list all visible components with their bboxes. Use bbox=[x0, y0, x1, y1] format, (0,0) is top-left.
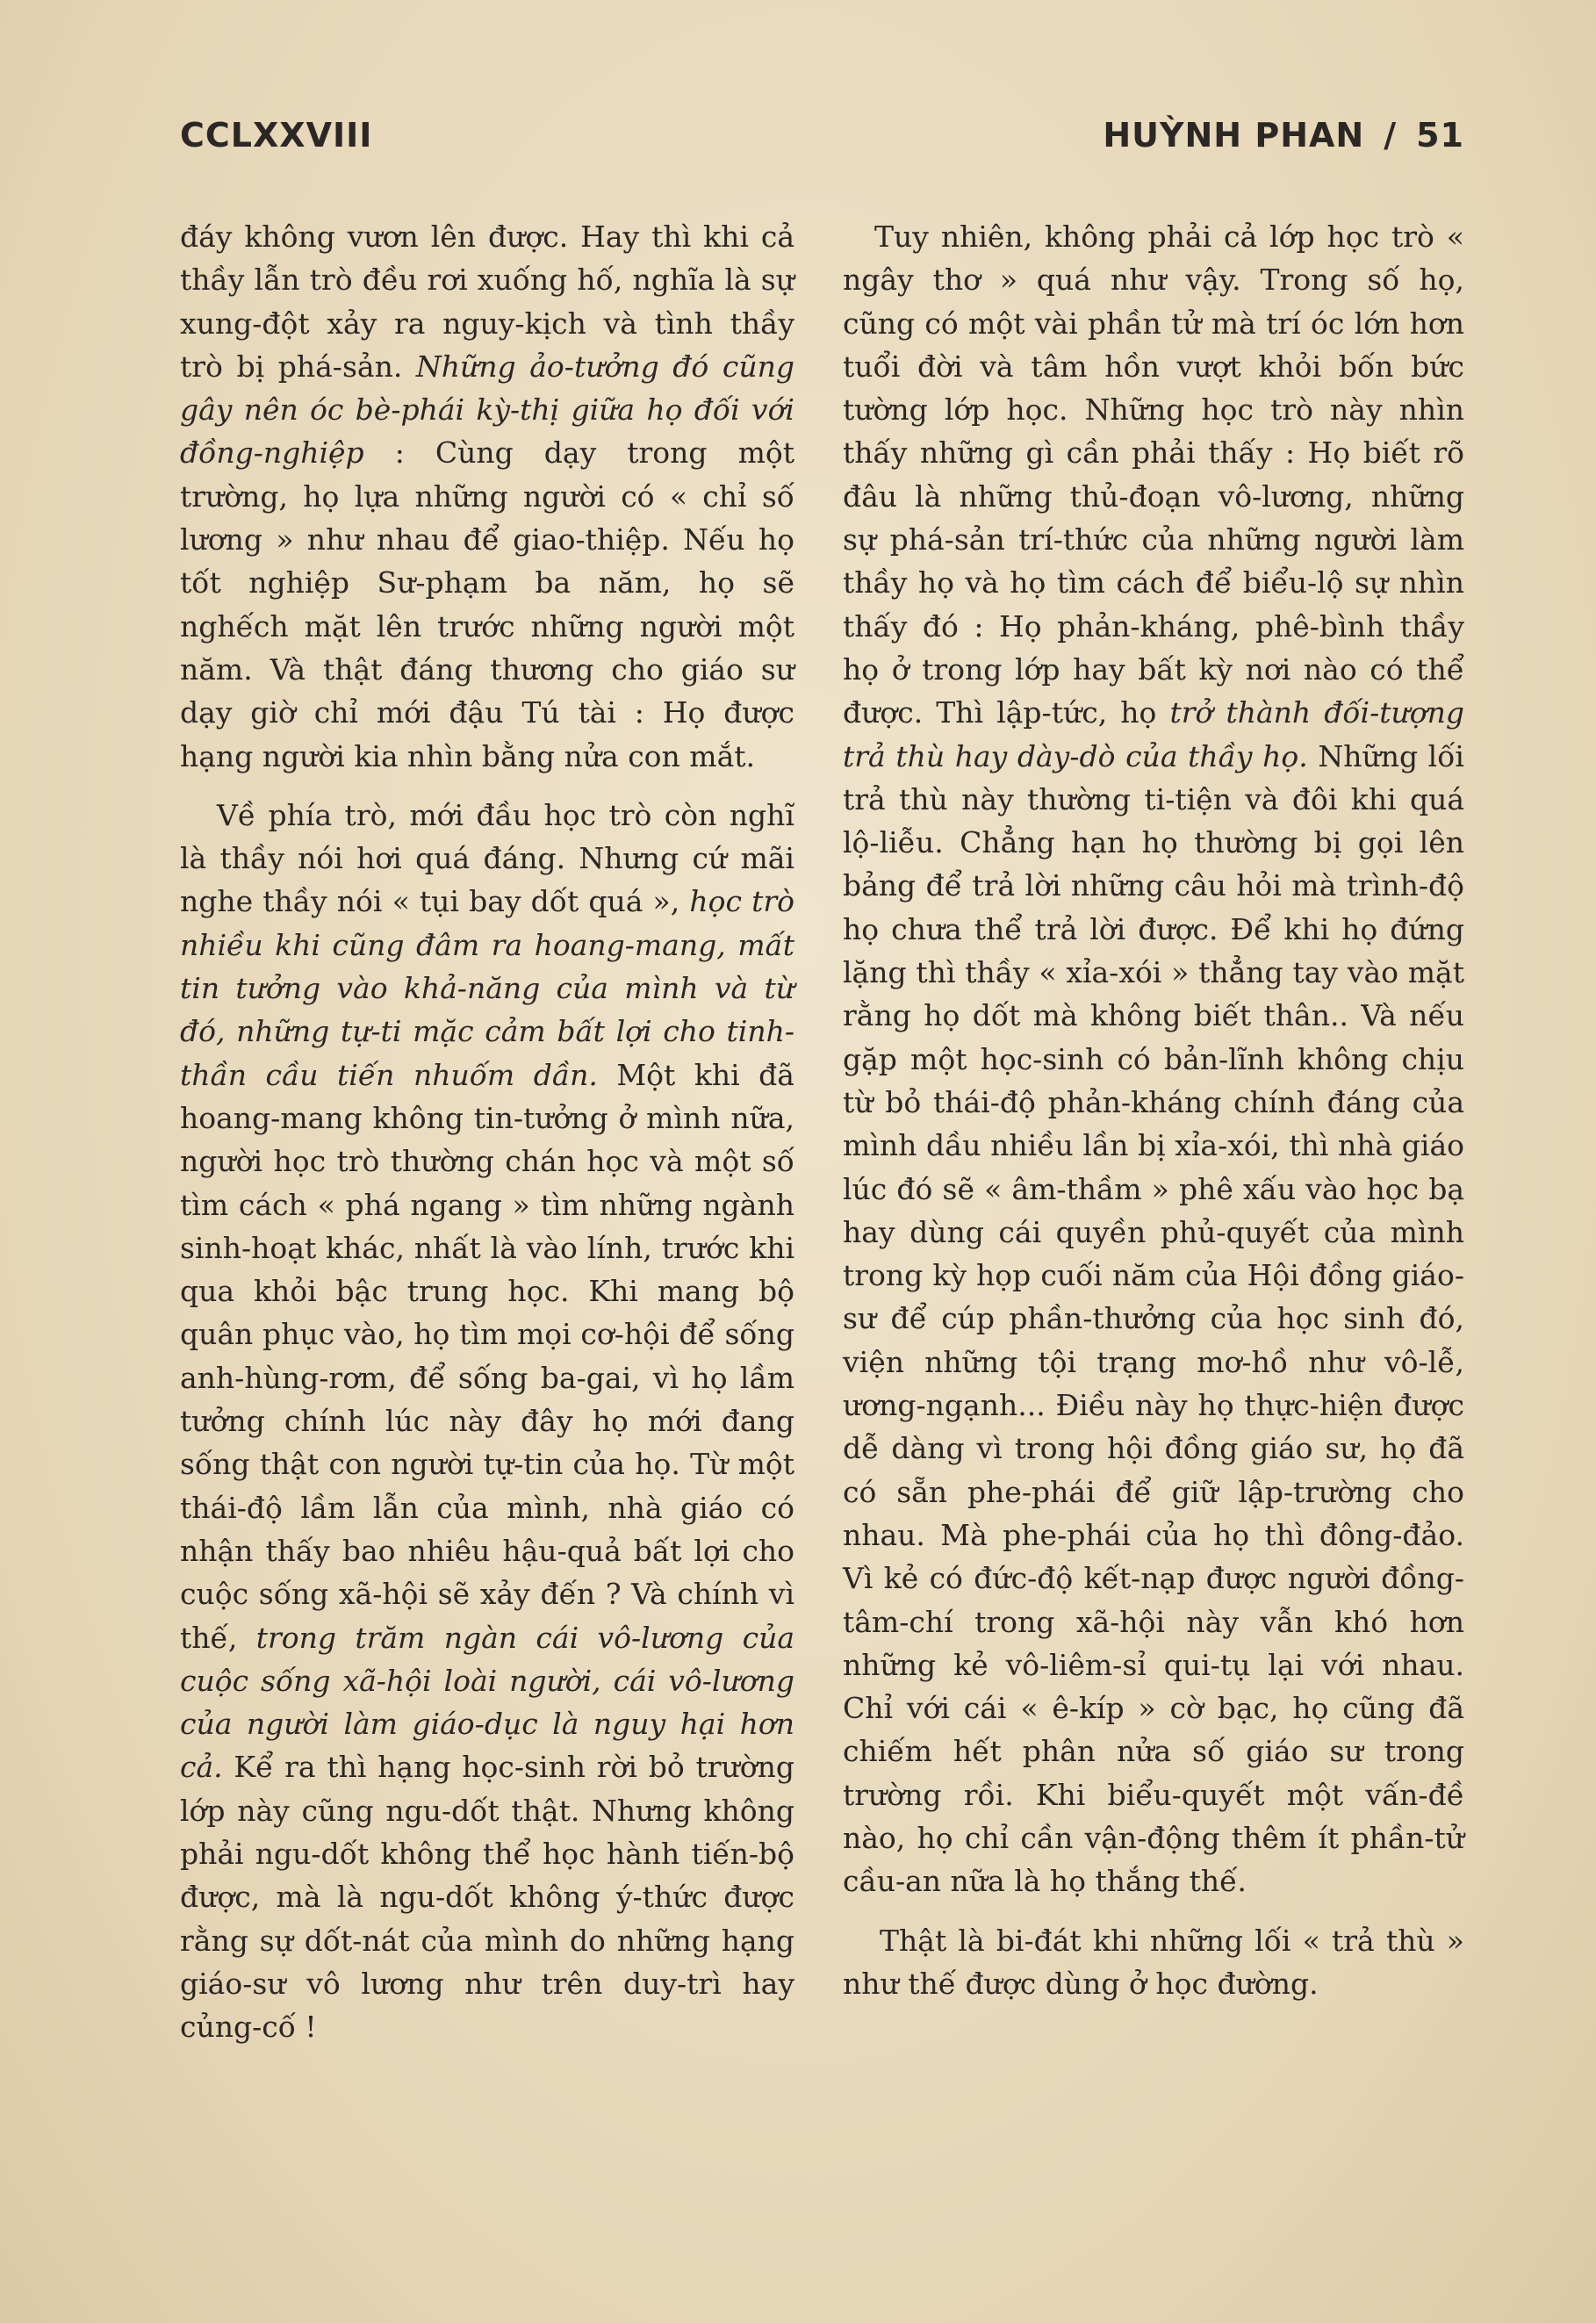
author-name: HUỲNH PHAN bbox=[1103, 116, 1365, 155]
text-run: đáy không vươn lên được. Hay thì khi cả thầy lẫn trò đều rơi xuống hố, nghĩa là sự xung-đột xảy ra nguy-kịch và tình thầy trò bị phá-sản. bbox=[180, 219, 794, 384]
text-run: Về phía trò, mới đầu học trò còn nghĩ là thầy nói hơi quá đáng. Nhưng cứ mãi nghe thầy nói « tụi bay dốt quá », bbox=[180, 797, 794, 919]
text-run: : Cùng dạy trong một trường, họ lựa những người có « chỉ số lương » như nhau để giao-thiệp. Nếu họ tốt nghiệp Sư-phạm ba năm, họ sẽ nghếch mặt lên trước những người một năm. Và thật đáng thương cho giáo sư dạy giờ chỉ mới đậu Tú tài : Họ được hạng người kia nhìn bằng nửa con mắt. bbox=[180, 435, 794, 773]
italic-text: trở thành đối-tượng trả thù hay dày-dò của thầy họ. bbox=[843, 695, 1465, 773]
left-column bbox=[180, 215, 794, 2048]
paragraph bbox=[180, 794, 794, 2049]
text-run: Tuy nhiên, không phải cả lớp học trò « ngây thơ » quá như vậy. Trong số họ, cũng có một vài phần tử mà trí óc lớn hơn tuổi đời và tâm hồn vượt khỏi bốn bức tường lớp học. Những học trò này nhìn thấy những gì cần phải thấy : Họ biết rõ đâu là những thủ-đoạn vô-lương, những sự phá-sản trí-thức của những người làm thầy họ và họ tìm cách để biểu-lộ sự nhìn thấy đó : Họ phản-kháng, phê-bình thầy họ ở trong lớp hay bất kỳ nơi nào có thể được. Thì lập-tức, họ bbox=[843, 219, 1464, 730]
paragraph bbox=[843, 215, 1464, 1903]
section-number: CCLXXVIII bbox=[180, 116, 373, 155]
italic-text: Những ảo-tưởng đó cũng gây nên óc bè-phái kỳ-thị giữa họ đối với đồng-nghiệp bbox=[180, 349, 794, 471]
text-run: Những lối trả thù này thường ti-tiện và đôi khi quá lộ-liễu. Chẳng hạn họ thường bị gọi lên bảng để trả lời những câu hỏi mà trình-độ họ chưa thể trả lời được. Để khi họ đứng lặng thì thầy « xỉa-xói » thẳng tay vào mặt rằng họ dốt mà không biết thân.. Và nếu gặp một học-sinh có bản-lĩnh không chịu từ bỏ thái-độ phản-kháng chính đáng của mình dầu nhiều lần bị xỉa-xói, thì nhà giáo lúc đó sẽ « âm-thầm » phê xấu vào học bạ hay dùng cái quyền phủ-quyết của mình trong kỳ họp cuối năm của Hội đồng giáo-sư để cúp phần-thưởng của học sinh đó, viện những tội trạng mơ-hồ như vô-lễ, ương-ngạnh... Điều này họ thực-hiện được dễ dàng vì trong hội đồng giáo sư, họ đã có sẵn phe-phái để giữ lập-trường cho nhau. Mà phe-phái của họ thì đông-đảo. Vì kẻ có đức-độ kết-nạp được người đồng-tâm-chí trong xã-hội này vẫn khó hơn những kẻ vô-liêm-sỉ qui-tụ lại với nhau. Chỉ với cái « ê-kíp » cờ bạc, họ cũng đã chiếm hết phân nửa số giáo sư trong trường rồi. Khi biểu-quyết một vấn-đề nào, họ chỉ cần vận-động thêm ít phần-tử cầu-an nữa là họ thắng thế. bbox=[843, 738, 1464, 1899]
running-header bbox=[180, 116, 1464, 169]
header-separator: / bbox=[1384, 116, 1398, 155]
italic-text: trong trăm ngàn cái vô-lương của cuộc sống xã-hội loài người, cái vô-lương của người làm giáo-dục là nguy hại hơn cả. bbox=[180, 1620, 795, 1785]
italic-text: học trò nhiều khi cũng đâm ra hoang-mang, mất tin tưởng vào khả-năng của mình và từ đó, những tự-ti mặc cảm bất lợi cho tinh-thần cầu tiến nhuốm dần. bbox=[180, 884, 794, 1092]
text-run: Kể ra thì hạng học-sinh rời bỏ trường lớp này cũng ngu-dốt thật. Nhưng không phải ngu-dốt không thể học hành tiến-bộ được, mà là ngu-dốt không ý-thức được rằng sự dốt-nát của mình do những hạng giáo-sư vô lương như trên duy-trì hay củng-cố ! bbox=[180, 1750, 794, 2045]
paragraph bbox=[843, 1919, 1464, 2006]
text-run: Một khi đã hoang-mang không tin-tưởng ở mình nữa, người học trò thường chán học và một số tìm cách « phá ngang » tìm những ngành sinh-hoạt khác, nhất là vào lính, trước khi qua khỏi bậc trung học. Khi mang bộ quân phục vào, họ tìm mọi cơ-hội để sống anh-hùng-rơm, để sống ba-gai, vì họ lầm tưởng chính lúc này đây họ mới đang sống thật con người tự-tin của họ. Từ một thái-độ lầm lẫn của mình, nhà giáo có nhận thấy bao nhiêu hậu-quả bất lợi cho cuộc sống xã-hội sẽ xảy đến ? Và chính vì thế, bbox=[180, 1057, 794, 1655]
text-run: Thật là bi-đát khi những lối « trả thù » như thế được dùng ở học đường. bbox=[843, 1923, 1464, 2001]
right-column bbox=[843, 215, 1464, 2005]
page-number: 51 bbox=[1416, 116, 1464, 155]
paragraph bbox=[180, 215, 794, 778]
header-right bbox=[1103, 116, 1464, 155]
